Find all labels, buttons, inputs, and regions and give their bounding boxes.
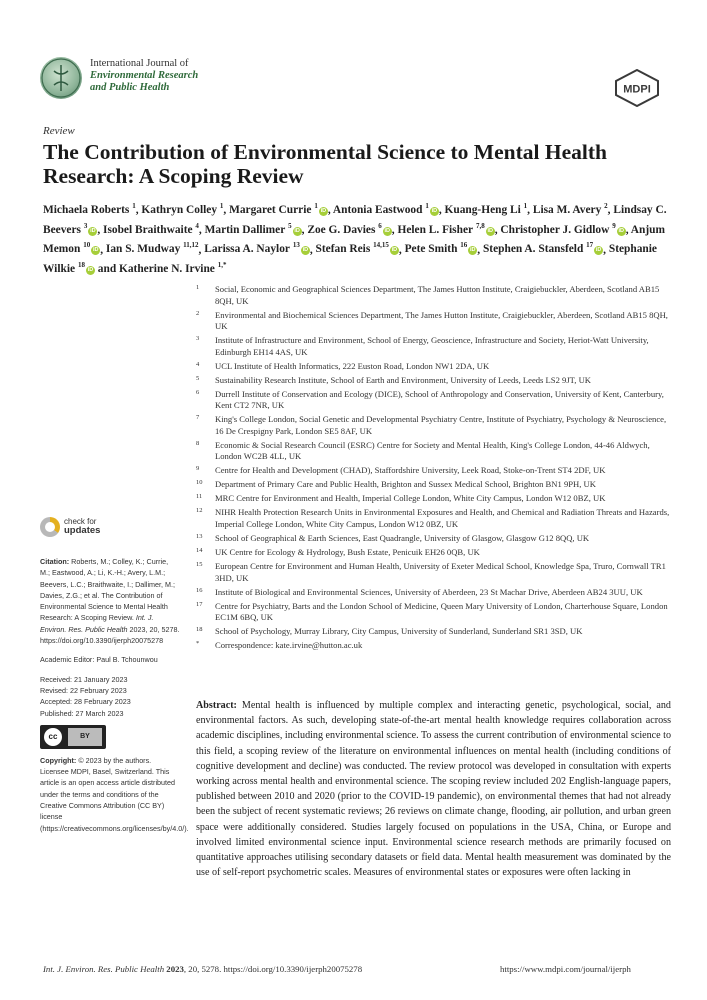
- affiliation-item: [196, 507, 676, 530]
- author-name: Martin Dallimer: [204, 223, 286, 236]
- affiliation-number: 13: [196, 532, 203, 540]
- author: [119, 263, 226, 275]
- author-name: Helen L. Fisher: [397, 223, 474, 236]
- affiliation-number: 4: [196, 360, 200, 368]
- author-name: Margaret Currie: [229, 203, 312, 216]
- affiliation-number: 10: [196, 479, 203, 487]
- citation-label: Citation:: [40, 557, 70, 566]
- editor-label: Academic Editor:: [40, 655, 95, 665]
- citation-rest: 2023, 20, 5278. https://doi.org/10.3390/ijerph20075278: [40, 624, 180, 646]
- author-name: Christopher J. Gidlow: [500, 223, 610, 236]
- journal-logo: [40, 57, 82, 99]
- author: [500, 221, 625, 236]
- citation-text: Roberts, M.; Colley, K.; Currie, M.; Eastwood, A.; Li, K.-H.; Avery, L.M.; Beevers, L.C.; Braithwaite, I.; Dallimer, M.; Davies, Z.G.; et al. The Contribution of Environmental Science to Mental Health Research: A Scoping Review.: [40, 557, 176, 623]
- author-affiliation-ref: 13: [292, 241, 300, 250]
- affiliation-number: 15: [196, 560, 203, 568]
- author-name: Antonia Eastwood: [332, 203, 423, 216]
- affiliation-item: [196, 533, 676, 545]
- orcid-icon[interactable]: iD: [92, 247, 99, 254]
- author-affiliation-ref: 10: [83, 241, 91, 250]
- affiliation-number: 7: [196, 414, 200, 422]
- author-name: Kathryn Colley: [141, 203, 218, 216]
- author-affiliation-ref: 1: [219, 202, 224, 210]
- date-published: Published: 27 March 2023: [40, 708, 124, 718]
- affiliation-item: [196, 640, 676, 652]
- author-name: Stephanie Wilkie: [43, 243, 657, 276]
- author: [103, 221, 199, 236]
- affiliation-text: School of Geographical & Earth Sciences, East Quadrangle, University of Glasgow, Glasgow G12 8QQ, UK: [215, 532, 590, 543]
- author: [405, 243, 478, 255]
- editor-name: Paul B. Tchounwou: [96, 655, 158, 665]
- orcid-icon[interactable]: iD: [302, 247, 309, 254]
- mdpi-logo: [614, 69, 660, 107]
- author-name: Zoe G. Davies: [307, 223, 376, 236]
- journal-line-1: International Journal of: [90, 58, 189, 69]
- affiliation-text: UCL Institute of Health Informatics, 222 Euston Road, London NW1 2DA, UK: [215, 360, 490, 371]
- abstract-label: Abstract:: [196, 700, 237, 711]
- affiliation-item: [196, 601, 676, 624]
- affiliation-item: [196, 375, 676, 387]
- journal-name: [90, 58, 198, 94]
- date-revised: Revised: 22 February 2023: [40, 685, 127, 695]
- orcid-icon[interactable]: iD: [384, 227, 390, 234]
- affiliation-item: [196, 361, 676, 373]
- author-affiliation-ref: 3: [83, 221, 88, 230]
- affiliation-number: *: [196, 640, 200, 648]
- date-received: Received: 21 January 2023: [40, 674, 128, 684]
- author: [397, 221, 494, 236]
- author-affiliation-ref: 9: [612, 221, 616, 230]
- mdpi-logo-text: MDPI: [623, 83, 651, 96]
- affiliation-number: 2: [196, 309, 200, 317]
- author-affiliation-ref: 17: [586, 241, 594, 250]
- affiliation-number: 6: [196, 388, 200, 396]
- author-name: Kuang-Heng Li: [444, 203, 521, 216]
- affiliation-item: [196, 626, 676, 638]
- affiliation-number: 5: [196, 374, 200, 382]
- affiliation-item: [196, 310, 676, 333]
- footer-journal: Int. J. Environ. Res. Public Health: [43, 964, 165, 974]
- affiliation-text: European Centre for Environment and Human Health, University of Exeter Medical School, Knowledge Spa, Truro, Cornwall TR1 3HD, UK: [215, 560, 666, 583]
- author-affiliation-ref: 1,*: [217, 261, 227, 270]
- academic-editor: [40, 654, 180, 665]
- copyright-text: © 2023 by the authors. Licensee MDPI, Basel, Switzerland. This article is an open access article distributed under the terms and conditions of the Creative Commons Attribution (CC BY) license (https://creativecommons.org/licenses/by/4.0/).: [40, 755, 189, 833]
- author-name: Lindsay C. Beevers: [43, 203, 667, 236]
- author: [333, 204, 439, 216]
- author-affiliation-ref: 5: [288, 221, 292, 230]
- affiliation-text: Department of Primary Care and Public Health, Brighton and Sussex Medical School, Brighton BN1 9PH, UK: [215, 479, 596, 490]
- author-name: Pete Smith: [404, 243, 458, 256]
- copyright-label: Copyright:: [40, 755, 77, 765]
- abstract: [196, 698, 671, 880]
- author-affiliation-ref: 1: [523, 202, 528, 210]
- affiliation-text: King's College London, Social Genetic and Developmental Psychiatry Centre, Institute of Psychiatry, Psychology & Neuroscience, 16 De Crespigny Park, London SE5 8AF, UK: [215, 414, 667, 436]
- author-affiliation-ref: 7,8: [475, 221, 485, 230]
- author: [204, 243, 310, 255]
- orcid-icon[interactable]: iD: [470, 247, 476, 254]
- copyright-block: [40, 755, 189, 834]
- author-affiliation-ref: 14,15: [373, 241, 389, 250]
- journal-line-3: and Public Health: [90, 82, 170, 93]
- author-affiliation-ref: 16: [460, 241, 468, 250]
- orcid-icon[interactable]: iD: [87, 267, 94, 274]
- orcid-icon[interactable]: iD: [320, 207, 327, 214]
- author-affiliation-ref: 4: [195, 221, 199, 230]
- author-affiliation-ref: 1: [425, 202, 429, 210]
- author-name: Anjum Memon: [43, 223, 665, 256]
- author-name: Michaela Roberts: [43, 203, 130, 216]
- author: [43, 204, 136, 216]
- check-updates-line-2: updates: [64, 525, 101, 536]
- affiliation-item: [196, 547, 676, 559]
- orcid-icon[interactable]: iD: [595, 247, 602, 254]
- check-for-updates-button[interactable]: [40, 515, 120, 541]
- affiliation-text: UK Centre for Ecology & Hydrology, Bush Estate, Penicuik EH26 0QB, UK: [215, 546, 480, 557]
- footer-year: 2023: [166, 964, 184, 974]
- affiliation-text: Economic & Social Research Council (ESRC) Centre for Society and Mental Health, King's College London, 44-46 Aldwych, London WC2B 4LL, UK: [215, 439, 650, 462]
- affiliation-text: Environmental and Biochemical Sciences Department, The James Hutton Institute, Craigiebuckler, Aberdeen, Scotland AB15 8QH, UK: [215, 309, 668, 332]
- affiliation-number: 16: [196, 586, 203, 594]
- author: [229, 204, 328, 216]
- affiliation-text: School of Psychology, Murray Library, City Campus, University of Sunderland, Sunderland SR1 3SD, UK: [215, 626, 583, 637]
- author-affiliation-ref: 6: [378, 221, 382, 230]
- affiliation-number: 14: [196, 546, 203, 554]
- affiliation-text: Correspondence: kate.irvine@hutton.ac.uk: [215, 640, 363, 651]
- by-icon: BY: [68, 728, 102, 746]
- affiliation-list: [196, 284, 676, 654]
- affiliation-item: [196, 493, 676, 505]
- author: [106, 243, 199, 255]
- affiliation-number: 17: [196, 600, 203, 608]
- author-affiliation-ref: 1: [132, 202, 136, 210]
- author-affiliation-ref: 2: [604, 202, 608, 210]
- affiliation-text: NIHR Health Protection Research Units in Environmental Exposures and Health, and Chemical and Radiation Threats and Hazards, Imperial College London, White City Campus, London W12 0BZ, UK: [215, 507, 670, 529]
- affiliation-item: [196, 465, 676, 477]
- footer-doi: , 20, 5278. https://doi.org/10.3390/ijerph20075278: [183, 964, 363, 974]
- article-info-sidebar: [40, 556, 189, 834]
- affiliation-number: 11: [196, 493, 203, 501]
- author: [204, 221, 302, 236]
- affiliation-number: 12: [196, 507, 203, 515]
- affiliation-text: Centre for Psychiatry, Barts and the London School of Medicine, Queen Mary University of London, Charterhouse Square, London EC1M 6BQ, UK: [215, 600, 668, 623]
- author-name: Lisa M. Avery: [532, 203, 602, 216]
- affiliation-item: [196, 587, 676, 599]
- affiliation-item: [196, 561, 676, 584]
- affiliation-text: Institute of Infrastructure and Environment, School of Energy, Geoscience, Infrastructure and Society, Heriot-Watt University, Edinburgh EH14 4AS, UK: [215, 335, 649, 357]
- cc-by-license-badge[interactable]: [40, 725, 106, 749]
- cc-icon: cc: [44, 728, 62, 746]
- affiliation-item: [196, 440, 676, 463]
- author: [533, 204, 608, 216]
- author-name: Stefan Reis: [315, 243, 371, 256]
- journal-line-2: Environmental Research: [90, 70, 199, 81]
- citation-block: [40, 556, 180, 646]
- footer-citation: [43, 964, 362, 974]
- affiliation-item: [196, 389, 676, 412]
- check-updates-icon: [40, 517, 60, 537]
- affiliation-number: 3: [196, 335, 200, 343]
- author-name: Ian S. Mudway: [105, 243, 181, 256]
- citation-journal: Int. J. Environ. Res. Public Health: [40, 613, 154, 634]
- orcid-icon[interactable]: iD: [487, 227, 493, 234]
- orcid-icon[interactable]: iD: [294, 227, 300, 234]
- author: [141, 204, 223, 216]
- orcid-icon[interactable]: iD: [391, 247, 398, 254]
- orcid-icon[interactable]: iD: [431, 207, 438, 214]
- author-name: Isobel Braithwaite: [103, 223, 193, 236]
- article-type: Review: [43, 125, 75, 137]
- affiliation-text: Centre for Health and Development (CHAD), Staffordshire University, Leek Road, Stoke-on-Trent ST4 2DF, UK: [215, 465, 606, 476]
- affiliation-text: Sustainability Research Institute, School of Earth and Environment, University of Leeds, Leeds LS2 9JT, UK: [215, 374, 591, 385]
- affiliation-item: [196, 284, 676, 307]
- date-accepted: Accepted: 28 February 2023: [40, 697, 131, 707]
- author: [445, 204, 528, 216]
- article-title: The Contribution of Environmental Science to Mental Health Research: A Scoping Review: [43, 140, 607, 188]
- affiliation-item: [196, 414, 676, 437]
- author-affiliation-ref: 18: [77, 261, 85, 270]
- affiliation-number: 18: [196, 626, 203, 634]
- author-affiliation-ref: 1: [314, 202, 318, 210]
- orcid-icon[interactable]: iD: [90, 227, 96, 234]
- author: [483, 243, 603, 255]
- footer-journal-url[interactable]: https://www.mdpi.com/journal/ijerph: [500, 964, 631, 974]
- orcid-icon[interactable]: iD: [618, 227, 624, 234]
- abstract-text: Mental health is influenced by multiple complex and interacting genetic, psychological, social, and environmental factors. As such, developing state-of-the-art mental health knowledge requires collaboration across academic disciplines, including environmental science. To assess the current contribution of environmental science to this field, a scoping review of the literature on environmental influences on mental health (including conditions of cognitive development and decline) was conducted. The review protocol was developed in consultation with experts working across mental health and environmental science. The scoping review included 202 English-language papers, published between 2010 and 2020 (prior to the COVID-19 pandemic), on environmental themes that had not already been the subject of recent systematic reviews; 26 reviews on climate change, flooding, air pollution, and urban green space were additionally considered. Studies largely focused on populations in the USA, China, or Europe and involved limited environmental science input. Environmental science research methods are primarily focused on quantitative approaches utilising secondary datasets or field data. Mental health measurement was dominated by the use of self-report psychometric scales. Measures of environmental states or exposures were often lacking in: [196, 700, 671, 879]
- affiliation-item: [196, 335, 676, 358]
- author-name: Katherine N. Irvine: [119, 263, 215, 276]
- affiliation-number: 9: [196, 465, 200, 473]
- author-affiliation-ref: 11,12: [183, 241, 199, 250]
- author-name: Stephen A. Stansfeld: [482, 243, 584, 256]
- author-list: Michaela Roberts $^1$, Kathryn Colley $^1$, Margaret Currie $^1$iD , Antonia Eastwood $^1$iD , Kuang-Heng Li $^1$, Lisa M. Avery $^2$, Lindsay C. Beevers $^3$iD , Isobel Braithwaite $^4$, Martin Dallimer $^5$iD , Zoe G. Davies $^6$iD , Helen L. Fisher $^{7,8}$iD , Christopher J. Gidlow $^9$iD , Anjum Memon $^{10}$iD , Ian S. Mudway $^{11,12}$, Larissa A. Naylor $^{13}$iD , Stefan Reis $^{14,15}$iD , Pete Smith $^{16}$iD , Stephen A. Stansfeld $^{17}$iD , Stephanie Wilkie $^{18}$iD and Katherine N. Irvine $^{1,*}$: [43, 202, 667, 276]
- affiliation-text: Institute of Biological and Environmental Sciences, University of Aberdeen, 23 St Machar Drive, Aberdeen AB24 3UU, UK: [215, 586, 643, 597]
- affiliation-item: [196, 479, 676, 491]
- affiliation-number: 8: [196, 439, 200, 447]
- author: [316, 243, 399, 255]
- affiliation-text: MRC Centre for Environment and Health, Imperial College London, White City Campus, London W12 0BZ, UK: [215, 493, 606, 504]
- check-updates-line-1: check for: [64, 517, 97, 526]
- affiliation-text: Social, Economic and Geographical Sciences Department, The James Hutton Institute, Craigiebuckler, Aberdeen, Scotland AB15 8QH, UK: [215, 284, 660, 306]
- affiliation-number: 1: [196, 284, 200, 291]
- affiliation-text: Durrell Institute of Conservation and Ecology (DICE), School of Anthropology and Conservation, University of Kent, Canterbury, Kent CT2 7NR, UK: [215, 388, 664, 411]
- author: [307, 221, 391, 236]
- author-name: Larissa A. Naylor: [204, 243, 290, 256]
